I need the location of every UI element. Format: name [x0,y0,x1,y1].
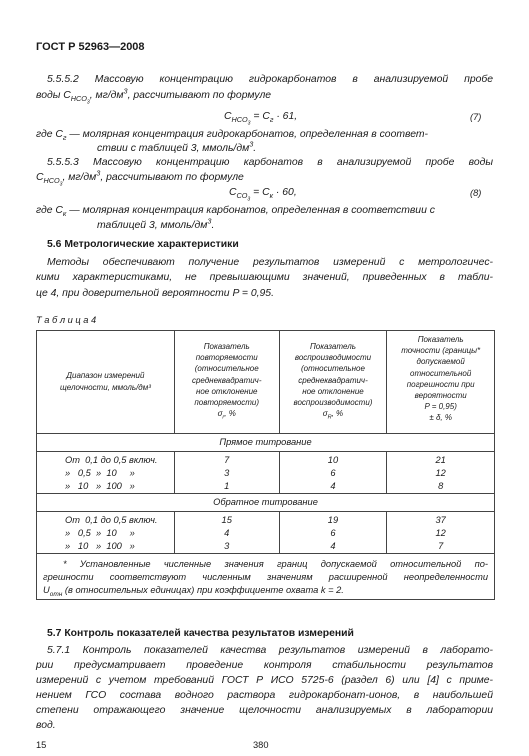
group-back-titration: Обратное титрование [37,494,495,512]
formula-number-8: (8) [470,188,482,198]
where-7-line1: где $C_г$ — молярная концентрация гидрокарбонатов, определенная в соответ- [36,129,428,143]
formula-8: $C_{CO_3} = C_к \cdot 60$, [229,187,297,203]
table-caption: Т а б л и ц а 4 [36,315,97,325]
para-5-6-line1: Методы обеспечивают получение результатов измерений с метрологичес- [47,257,493,268]
values-direct-repeatability: 7 3 1 [174,452,279,494]
values-back-reproducibility: 19 6 4 [279,512,387,554]
para-5-7-1-line6: вод. [36,720,56,731]
group-direct-titration: Прямое титрование [37,434,495,452]
values-back-repeatability: 15 4 3 [174,512,279,554]
where-7-line2: ствии с таблицей 3, ммоль/$дм^3$. [97,139,257,154]
header-repeatability: Показатель повторяемости (относительное среднеквадратич- ное отклонение повторяемости) $\sigma_r$, % [174,331,279,434]
para-5-6-line2: кими характеристиками, не превышающими значений, приведенных в табли- [36,272,493,283]
para-5-6-line3: це 4, при доверительной вероятности P = 0,95. [36,288,274,299]
para-5-7-1-line2: рии предусматривает проведение контроля стабильности результатов [36,660,493,671]
para-5553-line1: 5.5.5.3 Массовую концентрацию карбонатов в анализируемой пробе воды [47,157,493,168]
values-direct-reproducibility: 10 6 4 [279,452,387,494]
header-range: Диапазон измерений щелочности, ммоль/дм³ [37,331,175,434]
where-8-line1: где $C_к$ — молярная концентрация карбонатов, определенная в соответствии с [36,205,435,219]
para-5-7-1-line1: 5.7.1 Контроль показателей качества результатов измерений в лаборато- [47,645,493,656]
standard-header: ГОСТ Р 52963—2008 [36,41,145,53]
page-number-center: 380 [253,740,269,750]
para-5552-line2: воды $C_{HCO_3}$, $мг/дм^3$, рассчитывают по формуле [36,86,272,106]
section-5-6-title: 5.6 Метрологические характеристики [47,239,239,250]
para-5-7-1-line5: степени отражающего значение щелочности анализируемых в лаборатории [36,705,493,716]
para-5552-line1: 5.5.5.2 Массовую концентрацию гидрокарбонатов в анализируемой пробе [47,74,493,85]
table-footnote: * Установленные численные значения границ допускаемой относительной по- грешности соответствуют численным значениям расширенной неопределенности $U_{отн}$ (в относительных единицах) при коэффициенте охвата k = 2. [37,554,495,600]
header-accuracy: Показатель точности (границы* допускаемой относительной погрешности при вероятности P = 0,95) ± δ, % [387,331,495,434]
para-5553-line2: $C_{HCO_3}$, $мг/дм^3$, рассчитывают по формуле [36,168,244,188]
ranges-back: От 0,1 до 0,5 включ. » 0,5 » 10 » » 10 » 100 » [37,512,175,554]
section-5-7-title: 5.7 Контроль показателей качества результатов измерений [47,628,354,639]
metrology-table [36,330,495,600]
values-back-accuracy: 37 12 7 [387,512,495,554]
where-8-line2: таблицей 3, ммоль/$дм^3$. [97,216,215,231]
ranges-direct: От 0,1 до 0,5 включ. » 0,5 » 10 » » 10 » 100 » [37,452,175,494]
header-reproducibility: Показатель воспроизводимости (относительное среднеквадратич- ное отклонение воспроизводимости) $\sigma_R$, % [279,331,387,434]
formula-number-7: (7) [470,112,482,122]
formula-7: $C_{HCO_3} = C_г \cdot 61$, [224,111,298,127]
para-5-7-1-line4: нением ГСО состава водного раствора гидрокарбонат-ионов, в наибольшей [36,690,493,701]
page-number-left: 15 [36,740,47,750]
para-5-7-1-line3: измерений с учетом требований ГОСТ Р ИСО 5725-6 (раздел 6) или [4] с приме- [36,675,493,686]
values-direct-accuracy: 21 12 8 [387,452,495,494]
